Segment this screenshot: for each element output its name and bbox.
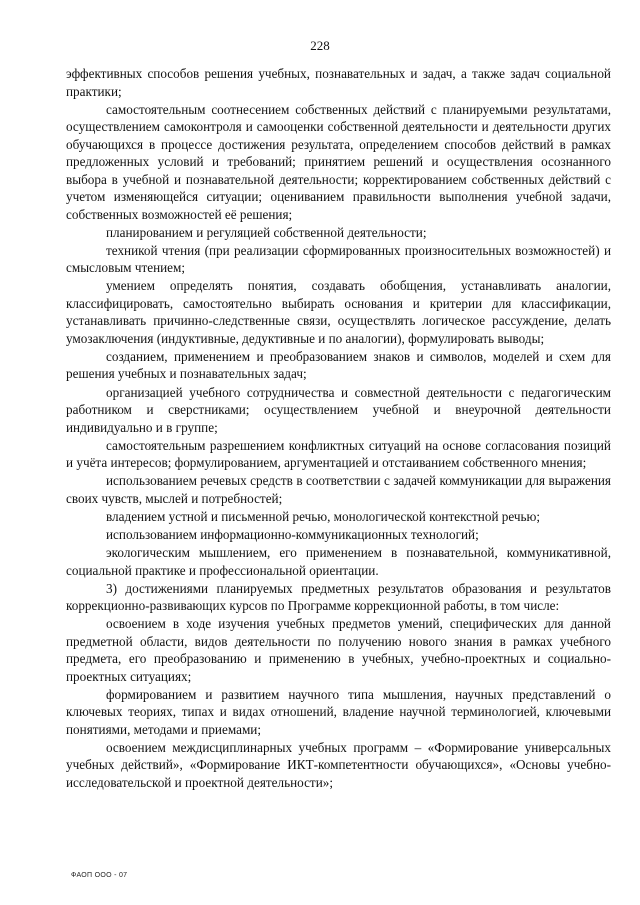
paragraph: созданием, применением и преобразованием знаков и символов, моделей и схем для решения учебных и познавательных задач; [66, 348, 611, 382]
paragraph: освоением междисциплинарных учебных программ – «Формирование универсальных учебных действий», «Формирование ИКТ-компетентности обучающихся», «Основы учебно-исследовательской и проектной деятельности»; [66, 739, 611, 790]
paragraph: освоением в ходе изучения учебных предметов умений, специфических для данной предметной области, видов деятельности по получению нового знания в рамках учебного предмета, его преобразованию и применению в учебных, учебно-проектных и социально-проектных ситуациях; [66, 616, 611, 684]
paragraph: самостоятельным соотнесением собственных действий с планируемыми результатами, осуществлением самоконтроля и самооценки собственной деятельности и деятельности других обучающихся в процессе достижения результата, определением способов действий в рамках предложенных условий и требований; принятием решений и осуществления осознанного выбора в учебной и познавательной деятельности; корректированием собственных действий с учетом изменяющейся ситуации; оцениванием правильности выполнения учебной задачи, собственных возможностей её решения; [66, 101, 611, 222]
footer-label: ФАОП ООО - 07 [71, 872, 128, 879]
paragraph: 3) достижениями планируемых предметных результатов образования и результатов коррекционно-развивающих курсов по Программе коррекционной работы, в том числе: [66, 580, 611, 614]
paragraph: использованием информационно-коммуникационных технологий; [106, 526, 479, 542]
body-text [66, 65, 611, 792]
paragraph: владением устной и письменной речью, монологической контекстной речью; [106, 508, 541, 524]
paragraph: организацией учебного сотрудничества и совместной деятельности с педагогическим работником и сверстниками; осуществлением учебной и внеурочной деятельности индивидуально и в группе; [66, 384, 611, 435]
page-number: 228 [310, 38, 330, 53]
paragraph: самостоятельным разрешением конфликтных ситуаций на основе согласования позиций и учёта интересов; формулированием, аргументацией и отстаиванием собственного мнения; [66, 437, 611, 471]
paragraph: эффективных способов решения учебных, познавательных и задач, а также задач социальной практики; [66, 66, 611, 99]
paragraph: техникой чтения (при реализации сформированных произносительных возможностей) и смысловым чтением; [66, 242, 611, 276]
paragraph: экологическим мышлением, его применением в познавательной, коммуникативной, социальной практике и профессиональной ориентации. [66, 545, 611, 578]
paragraph: использованием речевых средств в соответствии с задачей коммуникации для выражения своих чувств, мыслей и потребностей; [66, 473, 611, 506]
paragraph: планированием и регуляцией собственной деятельности; [106, 224, 427, 240]
paragraph: формированием и развитием научного типа мышления, научных представлений о ключевых теориях, типах и видах отношений, владение научной терминологией, ключевыми понятиями, методами и приемами; [66, 686, 611, 737]
paragraph: умением определять понятия, создавать обобщения, устанавливать аналогии, классифицировать, самостоятельно выбирать основания и критерии для классификации, устанавливать причинно-следственные связи, осуществлять логическое рассуждение, делать умозаключения (индуктивные, дедуктивные и по аналогии), формулировать выводы; [66, 278, 611, 346]
